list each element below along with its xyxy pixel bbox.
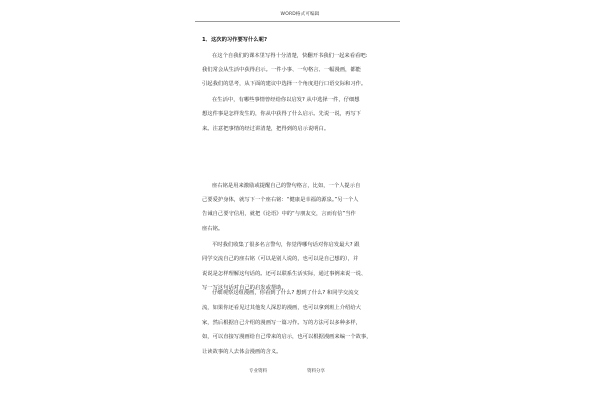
paragraph-2-line-2: 想这件事是怎样发生的，你从中获得了什么启示。先说一说，再写下 [202,111,361,117]
paragraph-4-line-1: 平时我们收集了很多名言警句，你觉得哪句话对你启发最大? 跟 [212,242,360,248]
paragraph-3-line-2: 己要爱护身体，就写下一个座右铭：“健康是幸福的源泉。”另一个人 [202,197,359,203]
footer-left-label: 专业资料 [249,369,267,374]
paragraph-1-line-2: 我们常会从生活中获得启示。一件小事、一句格言、一幅漫画，都能 [202,67,361,73]
question-heading: 1．这次的习作要写什么呢? [202,37,268,43]
header-divider [195,21,400,22]
paragraph-4-line-3: 说说是怎样理解这句话的。还可以联系生活实际，通过事例来说一说、 [202,271,367,277]
paragraph-2-line-1: 在生活中，有哪些事情曾经给你以启发? 从中选择一件，仔细想 [212,97,360,103]
paragraph-1-line-1: 在这个自我们的课本里写得十分清楚，快翻开书我们一起来看看吧: [212,53,368,59]
paragraph-5-line-2: 流，如果你还看见过其他发人深思的漫画，也可以拿到班上介绍给大 [202,305,361,311]
paragraph-3-line-1: 座右铭是用来激励或提醒自己的警句格言，比如，一个人提示自 [212,183,361,189]
page-header: WORD格式可编辑 [280,12,320,17]
paragraph-2-line-3: 来。注意把事情的经过讲清楚，把得到的启示说明白。 [202,126,330,132]
paragraph-3-line-3: 告诫自己要守信用，就把《论语》中的“与朋友交，言而有信”当作 [202,211,356,217]
paragraph-4-line-4: 写一写这句话对自己的启发或帮助。 [202,285,287,291]
paragraph-1-line-3: 引起我们的思考，从下面的建议中选择一个角度进行口语交际和习作。 [202,81,367,87]
paragraph-5-line-3: 家，然后根据自己介绍的漫画写一篇习作。写的方法可以多种多样， [202,320,361,326]
paragraph-5-line-4: 如，可以直接写漫画给自己带来的启示，也可以根据漫画来编一个故事， [202,334,372,340]
paragraph-5-line-1: 仔细观察这组漫画，你看到了什么? 想到了什么? 和同学交流交 [212,290,359,296]
paragraph-3-line-4: 座右铭。 [202,226,224,232]
paragraph-4-line-2: 同学交流自己的座右铭（可以是别人说的，也可以是自己想的），并 [202,256,359,262]
footer-right-label: 资料分享 [307,369,325,374]
paragraph-5-line-5: 让读故事的人去体会漫画的含义。 [202,349,282,355]
